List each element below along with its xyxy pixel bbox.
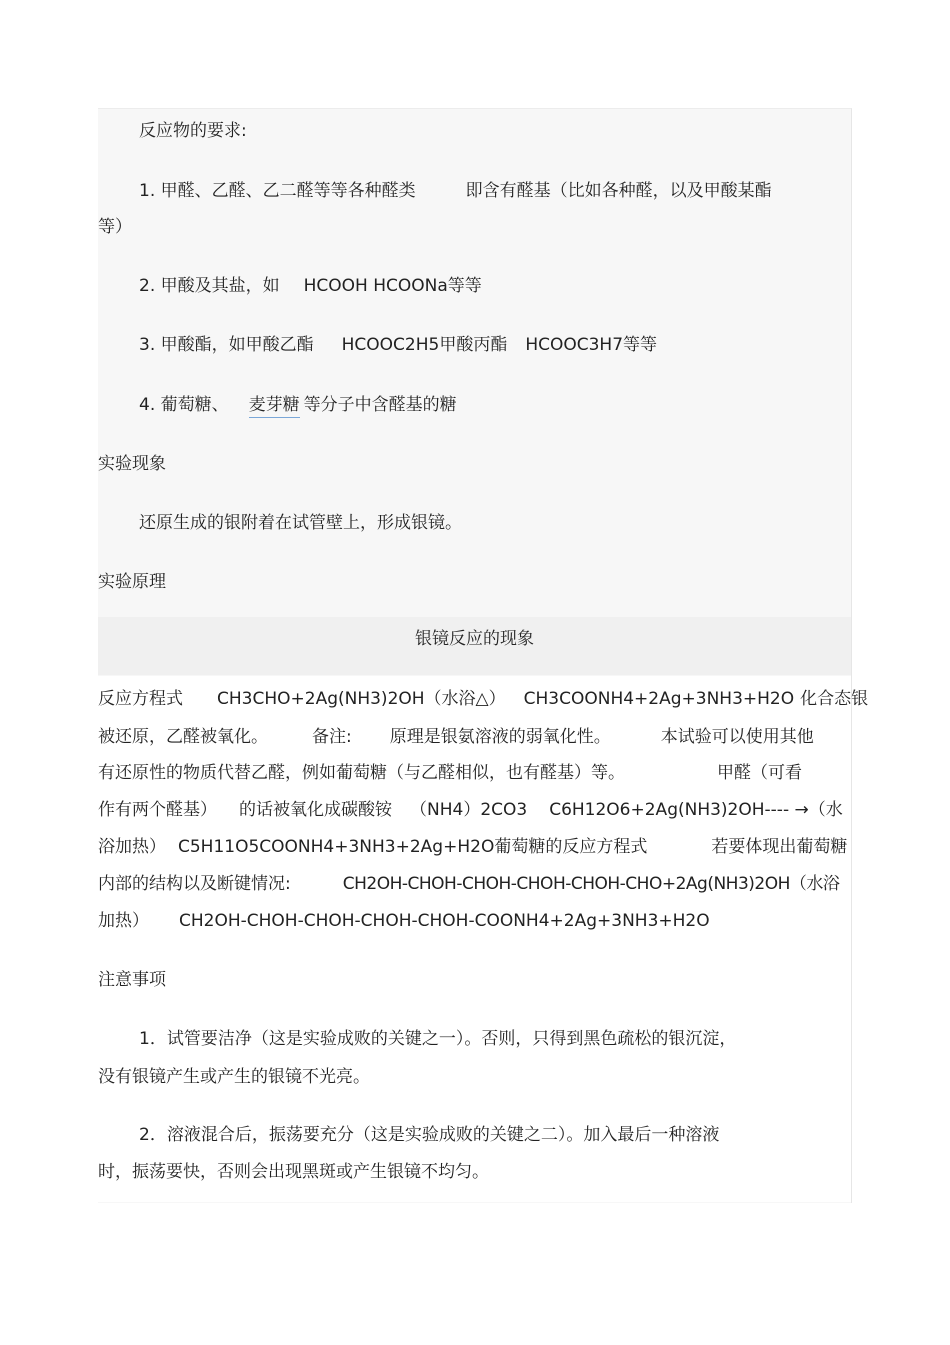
principle-line-2-text: 被还原，乙醛被氧化。 — [98, 727, 268, 747]
principle-note-text: 原理是银氨溶液的弱氧化性。 — [389, 727, 611, 747]
principle-line-2 — [98, 726, 814, 748]
principle-line-1-tail: 化合态银 — [800, 689, 869, 709]
principle-line-4-text-2: 的话被氧化成碳酸铵 — [239, 800, 392, 820]
equation-label: 反应方程式 — [98, 689, 183, 709]
ammonium-carbonate-formula: （NH4）2CO3 — [410, 800, 528, 820]
reactant-item-3-text: 3. 甲酸酯，如甲酸乙酯 — [139, 335, 314, 355]
maltose-link[interactable]: 麦芽糖 — [249, 395, 300, 418]
principle-line-2-tail: 本试验可以使用其他 — [660, 727, 814, 747]
phenomenon-heading: 实验现象 — [98, 454, 166, 474]
principle-line-5-text-2: 葡萄糖的反应方程式 — [494, 837, 648, 857]
notes-heading: 注意事项 — [98, 970, 166, 990]
reactants-heading: 反应物的要求: — [139, 121, 247, 141]
glucose-equation-rhs: C5H11O5COONH4+3NH3+2Ag+H2O — [178, 837, 495, 857]
figure-caption: 银镜反应的现象 — [415, 629, 534, 649]
reactant-item-3-text-2: 甲酸丙酯 — [439, 335, 508, 355]
equation-rhs: CH3COONH4+2Ag+3NH3+H2O — [523, 689, 795, 709]
reactant-item-2-tail: 等等 — [447, 276, 482, 296]
reactant-item-3-formula-1: HCOOC2H5 — [341, 335, 440, 355]
principle-line-4-text: 作有两个醛基） — [98, 800, 217, 820]
principle-line-4 — [98, 799, 843, 821]
principle-line-6 — [98, 873, 839, 895]
note-2: 2．溶液混合后，振荡要充分（这是实验成败的关键之二）。加入最后一种溶液 — [139, 1125, 720, 1145]
reactant-item-4-text: 4. 葡萄糖、 — [139, 395, 229, 415]
reactant-item-2-formula: HCOOH HCOONa — [303, 276, 448, 296]
equation-lhs: CH3CHO+2Ag(NH3)2OH（水浴△） — [217, 689, 506, 709]
principle-line-7-text: 加热） — [98, 911, 149, 931]
principle-note-label: 备注: — [312, 727, 352, 747]
principle-line-3 — [98, 762, 802, 784]
structure-equation-lhs: CH2OH-CHOH-CHOH-CHOH-CHOH-CHO+2Ag(NH3)2OH（水浴 — [342, 874, 840, 894]
phenomenon-text: 还原生成的银附着在试管壁上，形成银镜。 — [139, 513, 462, 533]
structure-equation-rhs: CH2OH-CHOH-CHOH-CHOH-CHOH-COONH4+2Ag+3NH3+H2O — [179, 911, 710, 931]
note-2-cont: 时，振荡要快，否则会出现黑斑或产生银镜不均匀。 — [98, 1162, 489, 1182]
reactant-item-4-tail: 等分子中含醛基的糖 — [303, 395, 457, 415]
note-1-cont: 没有银镜产生或产生的银镜不光亮。 — [98, 1067, 370, 1087]
reactant-item-2-text: 2. 甲酸及其盐，如 — [139, 276, 280, 296]
principle-line-5-tail: 若要体现出葡萄糖 — [711, 837, 848, 857]
reactant-item-3 — [139, 334, 657, 356]
principle-line-3-text: 有还原性的物质代替乙醛，例如葡萄糖（与乙醛相似，也有醛基）等。 — [98, 763, 625, 783]
principle-line-3-tail: 甲醛（可看 — [717, 763, 802, 783]
glucose-equation-lhs: C6H12O6+2Ag(NH3)2OH---- →（水 — [549, 800, 843, 820]
reactant-item-1-text: 1. 甲醛、乙醛、乙二醛等等各种醛类 — [139, 181, 416, 201]
reactant-item-1 — [139, 180, 772, 202]
principle-line-6-text: 内部的结构以及断键情况: — [98, 874, 291, 894]
principle-line-5-text: 浴加热） — [98, 837, 166, 857]
principle-line-5 — [98, 836, 847, 858]
reactant-item-1-note: 即含有醛基（比如各种醛，以及甲酸某酯 — [465, 181, 772, 201]
reactant-item-1-cont: 等） — [98, 217, 132, 237]
note-1: 1．试管要洁净（这是实验成败的关键之一）。否则，只得到黑色疏松的银沉淀， — [139, 1029, 737, 1049]
reactant-item-3-formula-2: HCOOC3H7 — [525, 335, 624, 355]
reactant-item-2 — [139, 275, 482, 297]
principle-line-1 — [98, 688, 868, 710]
principle-heading: 实验原理 — [98, 572, 166, 592]
reactant-item-3-tail: 等等 — [623, 335, 658, 355]
principle-line-7 — [98, 910, 710, 932]
reactant-item-4 — [139, 394, 457, 416]
